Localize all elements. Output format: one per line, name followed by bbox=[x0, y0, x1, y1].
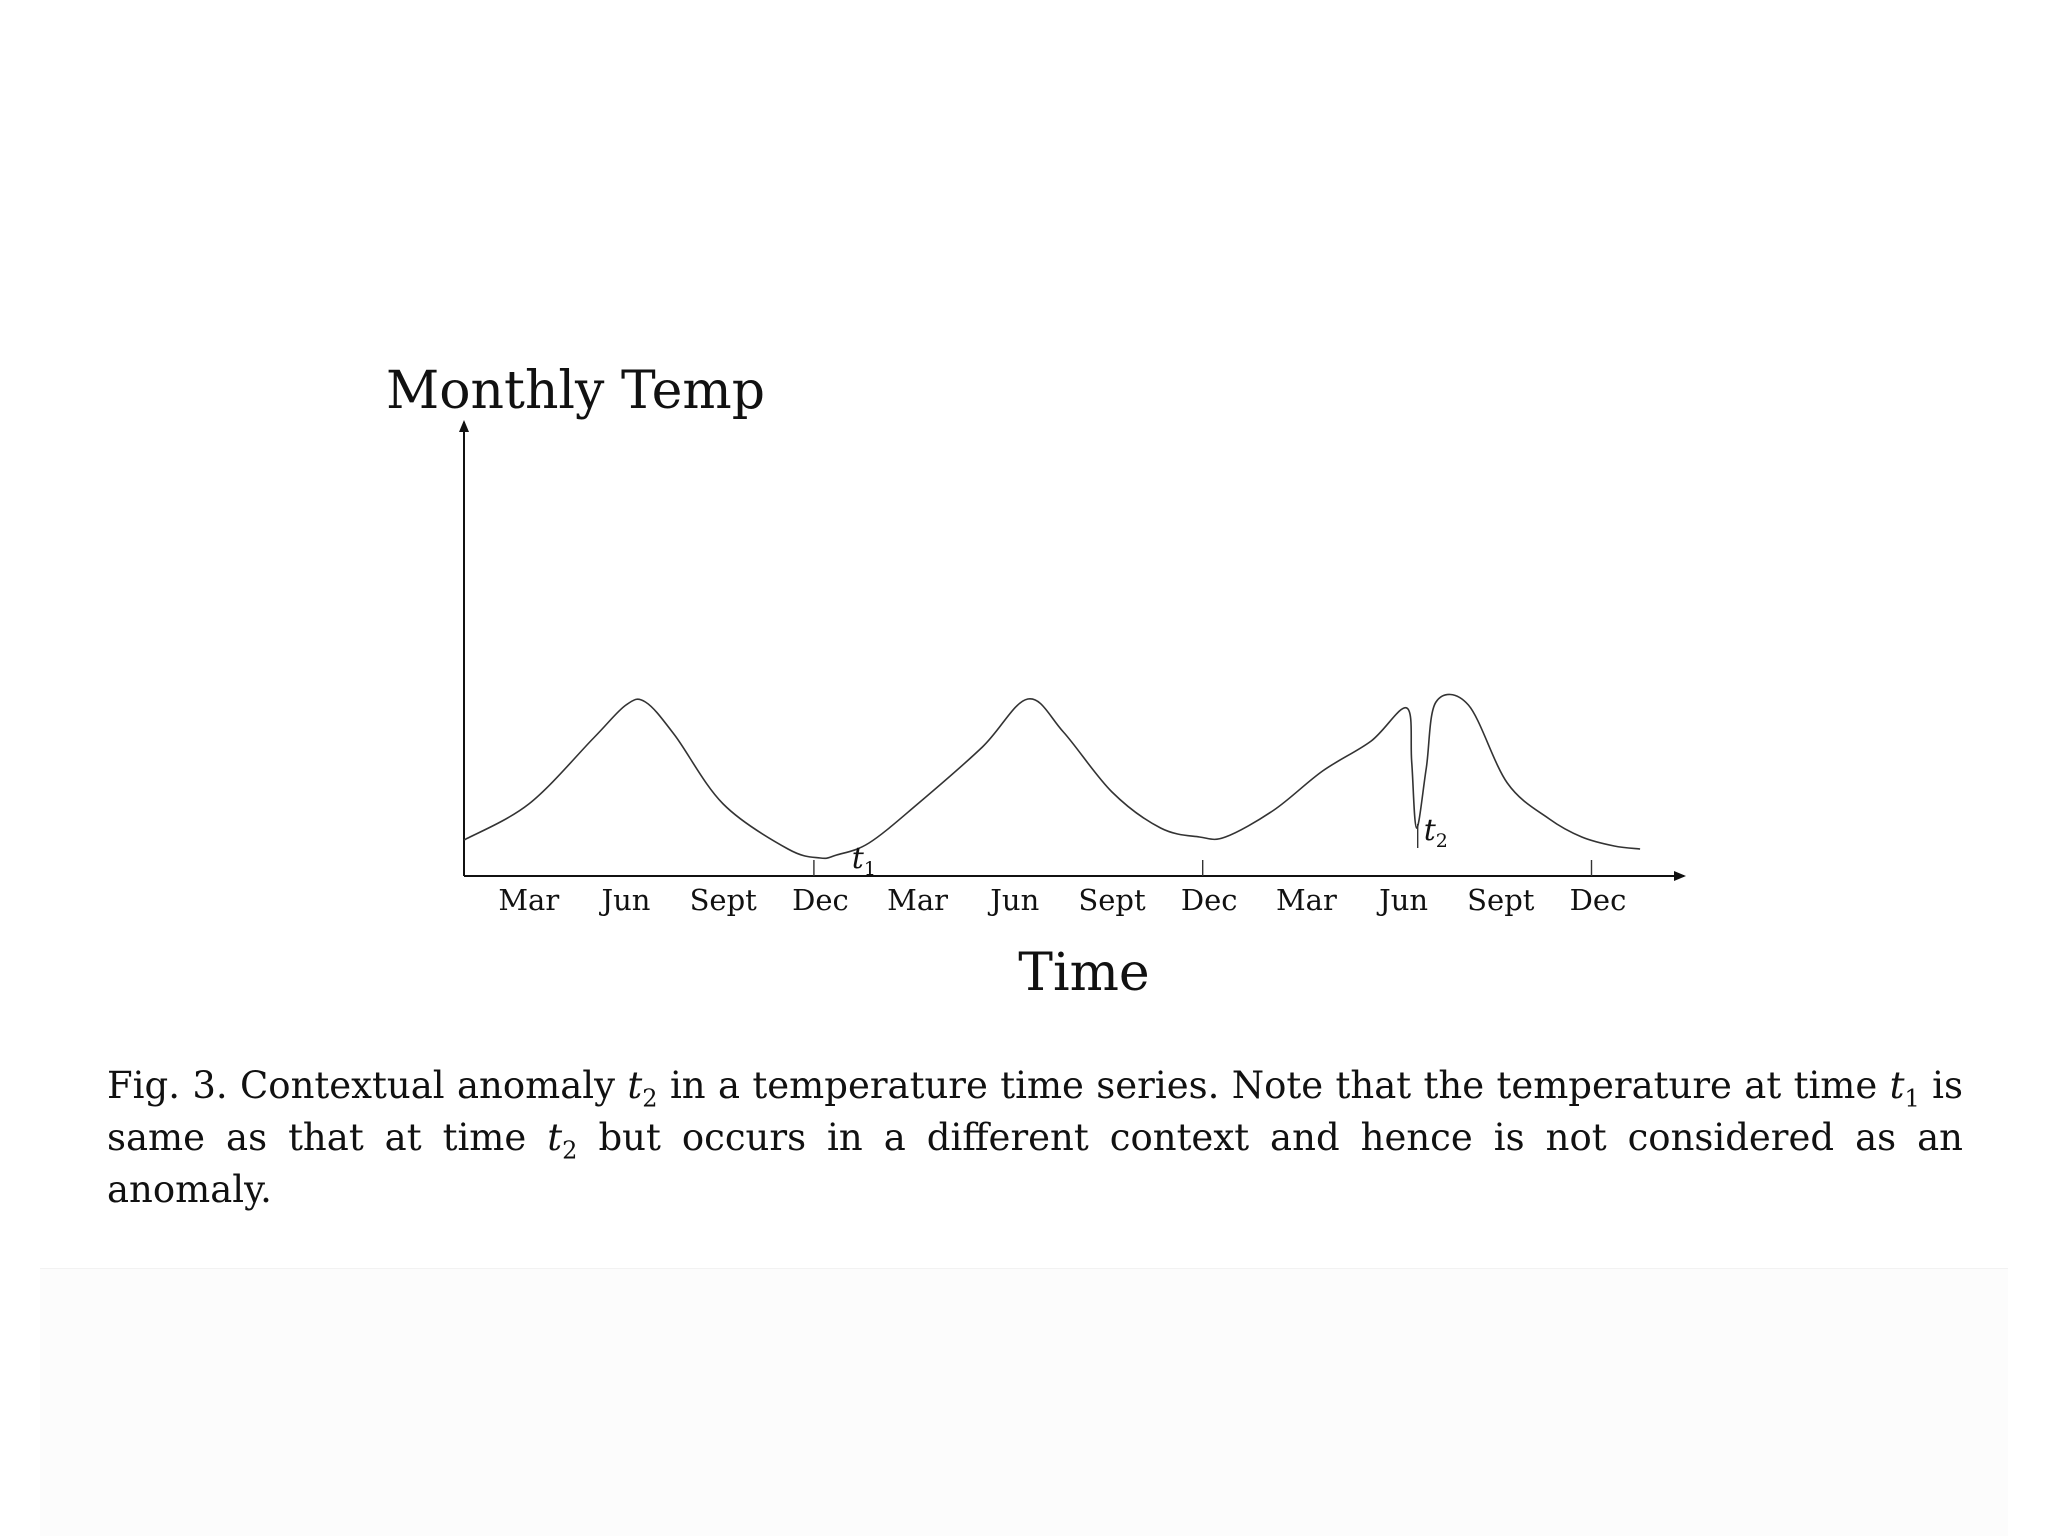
caption-sub: 2 bbox=[562, 1136, 578, 1165]
x-tick-label: Jun bbox=[990, 883, 1040, 917]
x-tick-label: Dec bbox=[1569, 883, 1627, 917]
x-tick-label: Mar bbox=[498, 883, 560, 917]
annotation-label: $t_2$ bbox=[1423, 813, 1448, 852]
page-lower-band bbox=[40, 1268, 2008, 1536]
caption-text: in a temperature time series. Note that the temperature at time bbox=[657, 1064, 1890, 1107]
axes bbox=[464, 422, 1684, 876]
x-tick-label: Dec bbox=[1180, 883, 1238, 917]
x-tick-label: Sept bbox=[689, 883, 757, 917]
caption-var: t bbox=[1889, 1064, 1905, 1107]
year-dividers bbox=[814, 860, 1592, 876]
temperature-series-line bbox=[464, 694, 1640, 858]
x-axis-title: Time bbox=[1018, 943, 1150, 1003]
caption-var: t bbox=[627, 1064, 643, 1107]
caption-var: t bbox=[547, 1116, 563, 1159]
x-tick-label: Dec bbox=[792, 883, 849, 917]
x-tick-label: Sept bbox=[1467, 883, 1535, 917]
caption-text: but occurs in a different context and hence is not considered as an anomaly. bbox=[107, 1116, 1964, 1211]
caption-text: Fig. 3. Contextual anomaly bbox=[107, 1064, 628, 1107]
x-tick-label: Mar bbox=[887, 883, 949, 917]
x-tick-label: Sept bbox=[1078, 883, 1146, 917]
annotation-label: $t_1$ bbox=[851, 841, 876, 880]
caption-text: is same as that at time bbox=[107, 1064, 1963, 1159]
x-tick-label: Mar bbox=[1275, 883, 1337, 917]
y-axis-title: Monthly Temp bbox=[386, 361, 765, 421]
figure-caption bbox=[107, 1060, 1963, 1216]
x-tick-labels bbox=[498, 883, 1626, 917]
caption-sub: 1 bbox=[1904, 1084, 1920, 1113]
x-tick-label: Jun bbox=[1379, 883, 1429, 917]
annotations bbox=[852, 813, 1448, 880]
caption-sub: 2 bbox=[642, 1084, 658, 1113]
x-tick-label: Jun bbox=[601, 883, 651, 917]
